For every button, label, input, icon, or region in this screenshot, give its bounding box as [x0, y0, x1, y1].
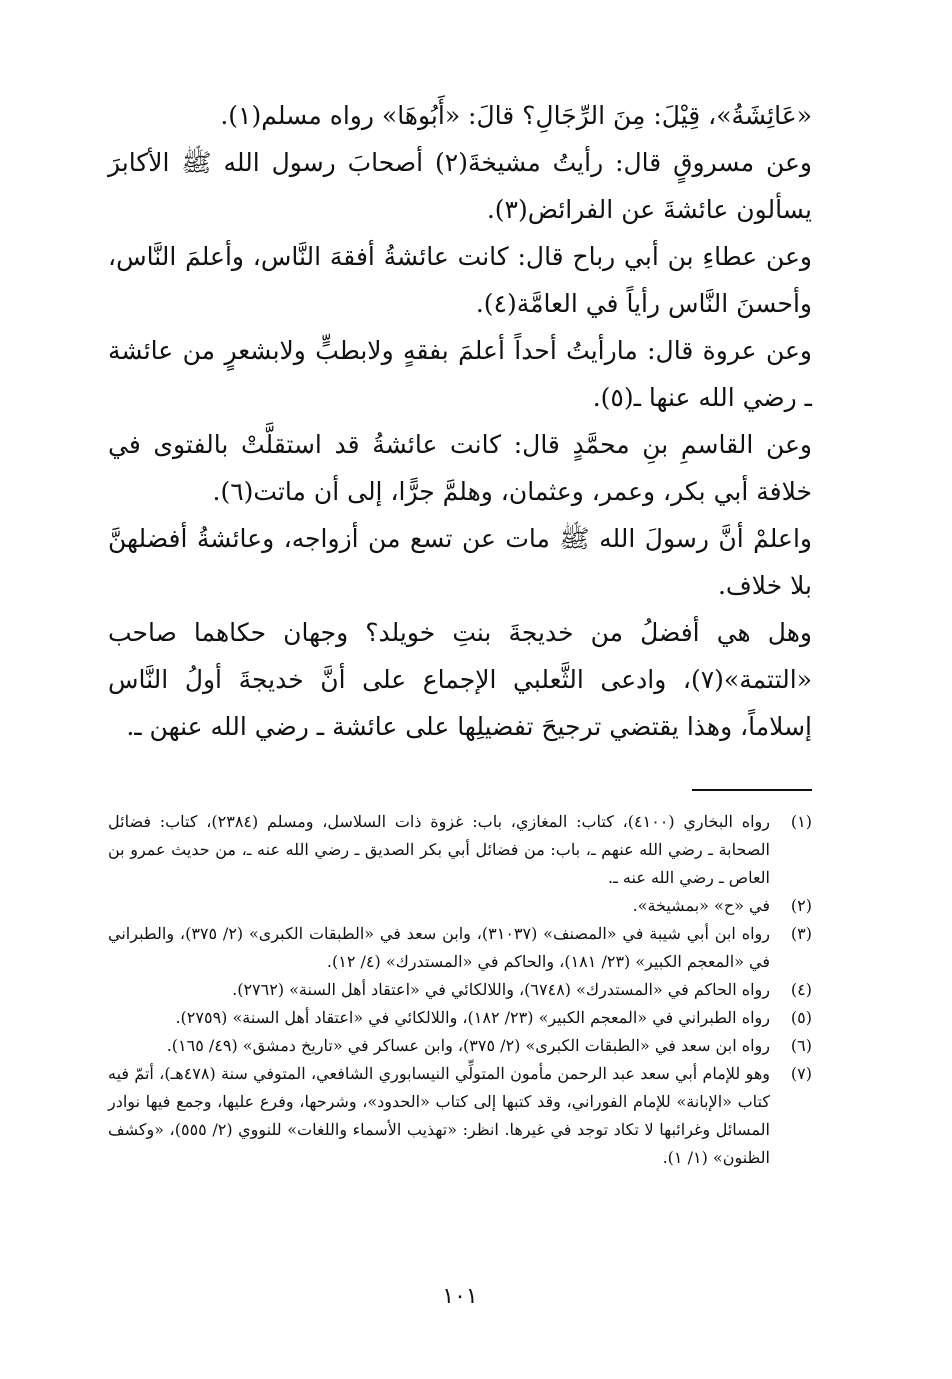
page-number: ١٠١: [442, 1284, 478, 1309]
footnote-number: (٤): [790, 980, 812, 999]
paragraph: واعلمْ أنَّ رسولَ الله ﷺ مات عن تسع من أزواجه، وعائشةُ أفضلهنَّ بلا خلاف.: [108, 524, 812, 600]
footnote-number: (٢): [790, 896, 812, 915]
footnote: [108, 1032, 812, 1060]
footnotes: [108, 808, 812, 1172]
paragraph: وعن عطاءِ بن أبي رباح قال: كانت عائشةُ أفقهَ النَّاس، وأعلمَ النَّاس، وأحسنَ النَّاس رأياً في العامَّة(٤).: [108, 242, 812, 318]
footnote-number: (٧): [790, 1064, 812, 1083]
footnote-number: (١): [790, 812, 812, 831]
footnote-number: (٣): [790, 924, 812, 943]
paragraph: وعن مسروقٍ قال: رأيتُ مشيخةَ(٢) أصحابَ رسول الله ﷺ الأكابرَ يسألون عائشةَ عن الفرائض(٣).: [108, 148, 813, 224]
footnote: [108, 892, 812, 920]
paragraph: وعن عروة قال: مارأيتُ أحداً أعلمَ بفقهٍ ولابطبٍّ ولابشعرٍ من عائشة ـ رضي الله عنها ـ(٥).: [108, 336, 812, 412]
book-page: [108, 92, 812, 1342]
footnote-text: رواه البخاري (٤١٠٠)، كتاب: المغازي، باب: غزوة ذات السلاسل، ومسلم (٢٣٨٤)، كتاب: فضائل الصحابة ـ رضي الله عنهم ـ، باب: من فضائل أبي بكر الصديق ـ رضي الله عنه ـ، من حديث عمرو بن العاص ـ رضي الله عنه ـ.: [108, 812, 770, 887]
footnote-text: رواه الحاكم في «المستدرك» (٦٧٤٨)، واللالكائي في «اعتقاد أهل السنة» (٢٧٦٢).: [232, 980, 770, 999]
footnote-number: (٥): [790, 1008, 812, 1027]
footnote: [108, 1060, 812, 1172]
paragraph: وهل هي أفضلُ من خديجةَ بنتِ خويلد؟ وجهان حكاهما صاحب «التتمة»(٧)، وادعى الثَّعلبي الإجماع على أنَّ خديجةَ أولُ النَّاس إسلاماً، وهذا يقتضي ترجيحَ تفضيلِها على عائشة ـ رضي الله عنهن ـ.: [108, 618, 812, 741]
footnote-text: رواه ابن سعد في «الطبقات الكبرى» (٢/ ٣٧٥)، وابن عساكر في «تاريخ دمشق» (٤٩/ ١٦٥).: [166, 1036, 770, 1055]
main-text: [108, 92, 812, 750]
footnote-text: في «ح» «بمشيخة».: [632, 896, 770, 915]
footnote: [108, 808, 812, 892]
paragraph: «عَائِشَةُ»، قِيْلَ: مِنَ الرِّجَالِ؟ قالَ: «أَبُوهَا» رواه مسلم(١).: [220, 101, 812, 130]
footnote-number: (٦): [790, 1036, 812, 1055]
footnote-separator: [692, 789, 812, 791]
footnote: [108, 1004, 812, 1032]
footnote-text: رواه ابن أبي شيبة في «المصنف» (٣١٠٣٧)، وابن سعد في «الطبقات الكبرى» (٢/ ٣٧٥)، والطبراني في «المعجم الكبير» (٢٣/ ١٨١)، والحاكم في «المستدرك» (٤/ ١٢).: [108, 924, 770, 971]
footnote-text: رواه الطبراني في «المعجم الكبير» (٢٣/ ١٨٢)، واللالكائي في «اعتقاد أهل السنة» (٢٧٥٩).: [175, 1008, 770, 1027]
footnote: [108, 920, 812, 976]
footnote: [108, 976, 812, 1004]
footnote-text: وهو للإمام أبي سعد عبد الرحمن مأمون المتولِّي النيسابوري الشافعي، المتوفي سنة (٤٧٨هـ)، أتمّ فيه كتاب «الإبانة» للإمام الفوراني، وقد كتبها إلى كتاب «الحدود»، وشرحها، وفرع عليها، وجمع فيها نوادر المسائل وغرائبها لا تكاد توجد في غيرها. انظر: «تهذيب الأسماء واللغات» للنووي (٢/ ٥٥٥)، «وكشف الظنون» (١/ ١).: [108, 1064, 770, 1167]
paragraph: وعن القاسمِ بنِ محمَّدٍ قال: كانت عائشةُ قد استقلَّتْ بالفتوى في خلافة أبي بكر، وعمر، وعثمان، وهلمَّ جرًّا، إلى أن ماتت(٦).: [108, 430, 812, 506]
